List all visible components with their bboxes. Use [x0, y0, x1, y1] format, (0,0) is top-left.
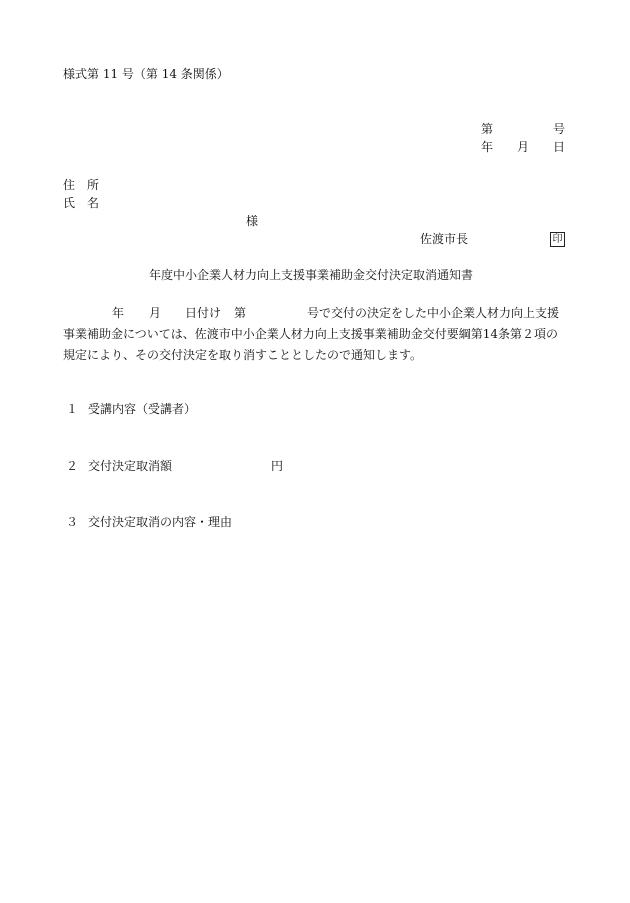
item-3-label: 交付決定取消の内容・理由 [88, 515, 233, 529]
doc-number-go: 号 [553, 122, 566, 136]
body-line3: 規定により、その交付決定を取り消すこととしたので通知します。 [63, 348, 423, 362]
item-1-number: １ [66, 402, 79, 416]
sender-title: 佐渡市長 [420, 232, 469, 246]
item-1-label: 受講内容（受講者） [88, 402, 197, 416]
body-dai: 第 [234, 306, 247, 320]
document-title: 年度中小企業人材力向上支援事業補助金交付決定取消通知書 [149, 268, 474, 282]
name-label: 氏 名 [63, 196, 100, 210]
item-3-number: ３ [66, 515, 79, 529]
body-line2: 事業補助金については、佐渡市中小企業人材力向上支援事業補助金交付要綱第14条第２項の [63, 327, 559, 341]
item-2-label: 交付決定取消額 [88, 459, 173, 473]
date-hi: 日 [553, 140, 566, 154]
honorific-sama: 様 [246, 214, 259, 228]
address-label: 住 所 [63, 178, 100, 192]
body-tsuki: 月 [149, 306, 162, 320]
body-line1-rest: 号で交付の決定をした中小企業人材力向上支援 [307, 306, 560, 320]
doc-number-dai: 第 [481, 122, 494, 136]
form-id: 様式第 11 号（第 14 条関係） [63, 67, 229, 81]
body-nen: 年 [112, 306, 125, 320]
date-tsuki: 月 [517, 140, 530, 154]
seal-mark: 印 [550, 232, 565, 247]
item-2-unit: 円 [271, 459, 284, 473]
body-hizuke: 日付け [185, 306, 222, 320]
item-2-number: ２ [66, 459, 79, 473]
date-nen: 年 [481, 140, 494, 154]
